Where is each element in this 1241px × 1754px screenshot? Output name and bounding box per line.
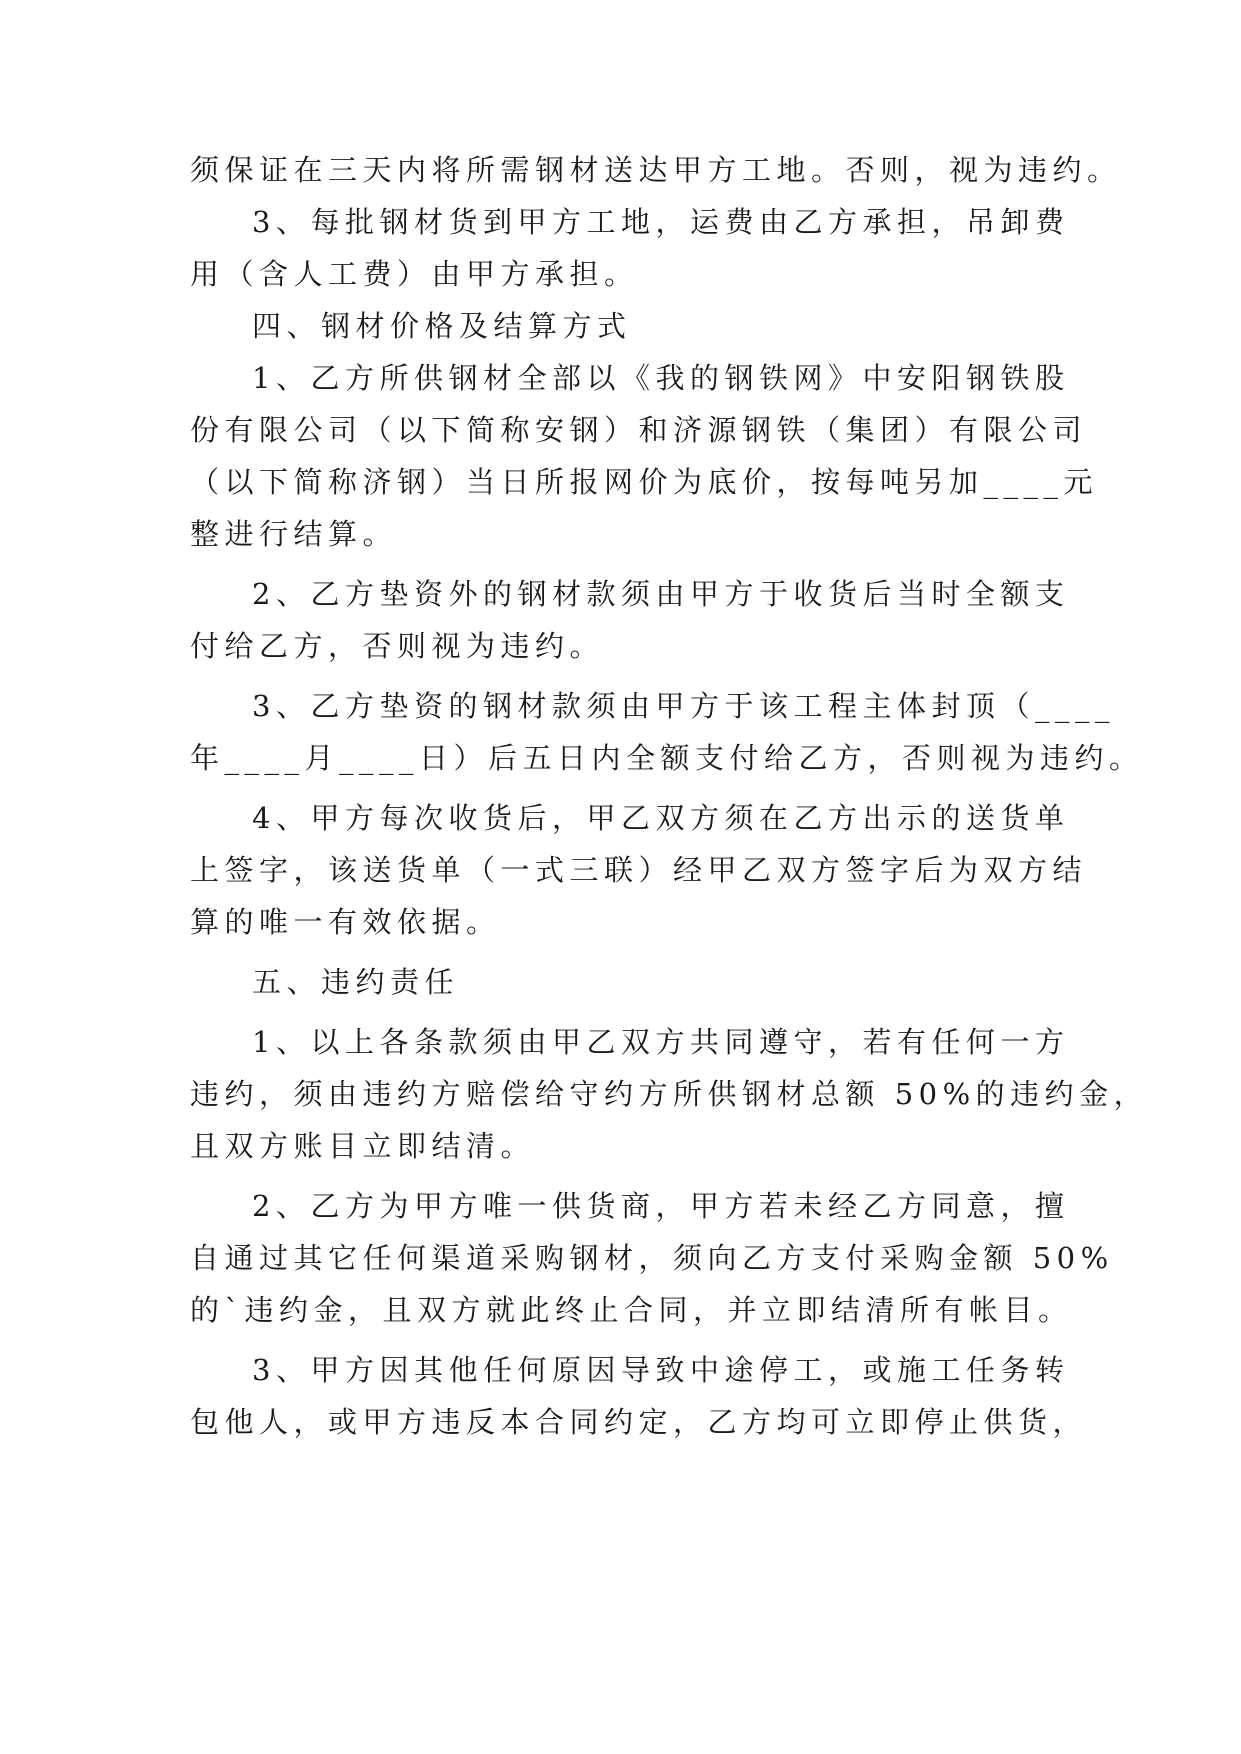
text-line-6: 份有限公司（以下简称安钢）和济源钢铁（集团）有限公司 [190, 413, 1088, 447]
text-line-24: 包他人，或甲方违反本合同约定，乙方均可立即停止供货， [190, 1405, 1088, 1439]
text-line-8: 整进行结算。 [190, 517, 398, 551]
clause-1-pricing: 1、乙方所供钢材全部以《我的钢铁网》中安阳钢铁股 [252, 361, 1070, 395]
clause-3-advance-payment: 3、乙方垫资的钢材款须由甲方于该工程主体封顶（____ [252, 689, 1115, 723]
clause-3-freight: 3、每批钢材货到甲方工地，运费由乙方承担，吊卸费 [252, 205, 1070, 239]
text-line-1: 须保证在三天内将所需钢材送达甲方工地。否则，视为违约。 [190, 153, 1122, 187]
text-line-22: 的`违约金，且双方就此终止合同，并立即结清所有帐目。 [190, 1293, 1073, 1327]
clause-2-payment: 2、乙方垫资外的钢材款须由甲方于收货后当时全额支 [252, 577, 1070, 611]
clause-1-breach: 1、以上各条款须由甲乙双方共同遵守，若有任何一方 [252, 1025, 1070, 1059]
text-line-7: （以下简称济钢）当日所报网价为底价，按每吨另加____元 [190, 465, 1099, 499]
clause-3-work-stoppage: 3、甲方因其他任何原因导致中途停工，或施工任务转 [252, 1353, 1070, 1387]
text-line-10: 付给乙方，否则视为违约。 [190, 629, 605, 663]
section-heading-price-settlement: 四、钢材价格及结算方式 [252, 309, 632, 343]
section-heading-breach-liability: 五、违约责任 [252, 965, 460, 999]
text-line-21: 自通过其它任何渠道采购钢材，须向乙方支付采购金额 50% [190, 1241, 1114, 1275]
text-line-12: 年____月____日）后五日内全额支付给乙方，否则视为违约。 [190, 741, 1144, 775]
clause-2-sole-supplier: 2、乙方为甲方唯一供货商，甲方若未经乙方同意，擅 [252, 1189, 1070, 1223]
text-line-14: 上签字，该送货单（一式三联）经甲乙双方签字后为双方结 [190, 853, 1088, 887]
text-line-3: 用（含人工费）由甲方承担。 [190, 257, 639, 291]
text-line-15: 算的唯一有效依据。 [190, 905, 501, 939]
text-line-19: 且双方账目立即结清。 [190, 1129, 536, 1163]
text-line-18: 违约，须由违约方赔偿给守约方所供钢材总额 50%的违约金， [190, 1077, 1149, 1111]
clause-4-delivery-note: 4、甲方每次收货后，甲乙双方须在乙方出示的送货单 [252, 801, 1070, 835]
